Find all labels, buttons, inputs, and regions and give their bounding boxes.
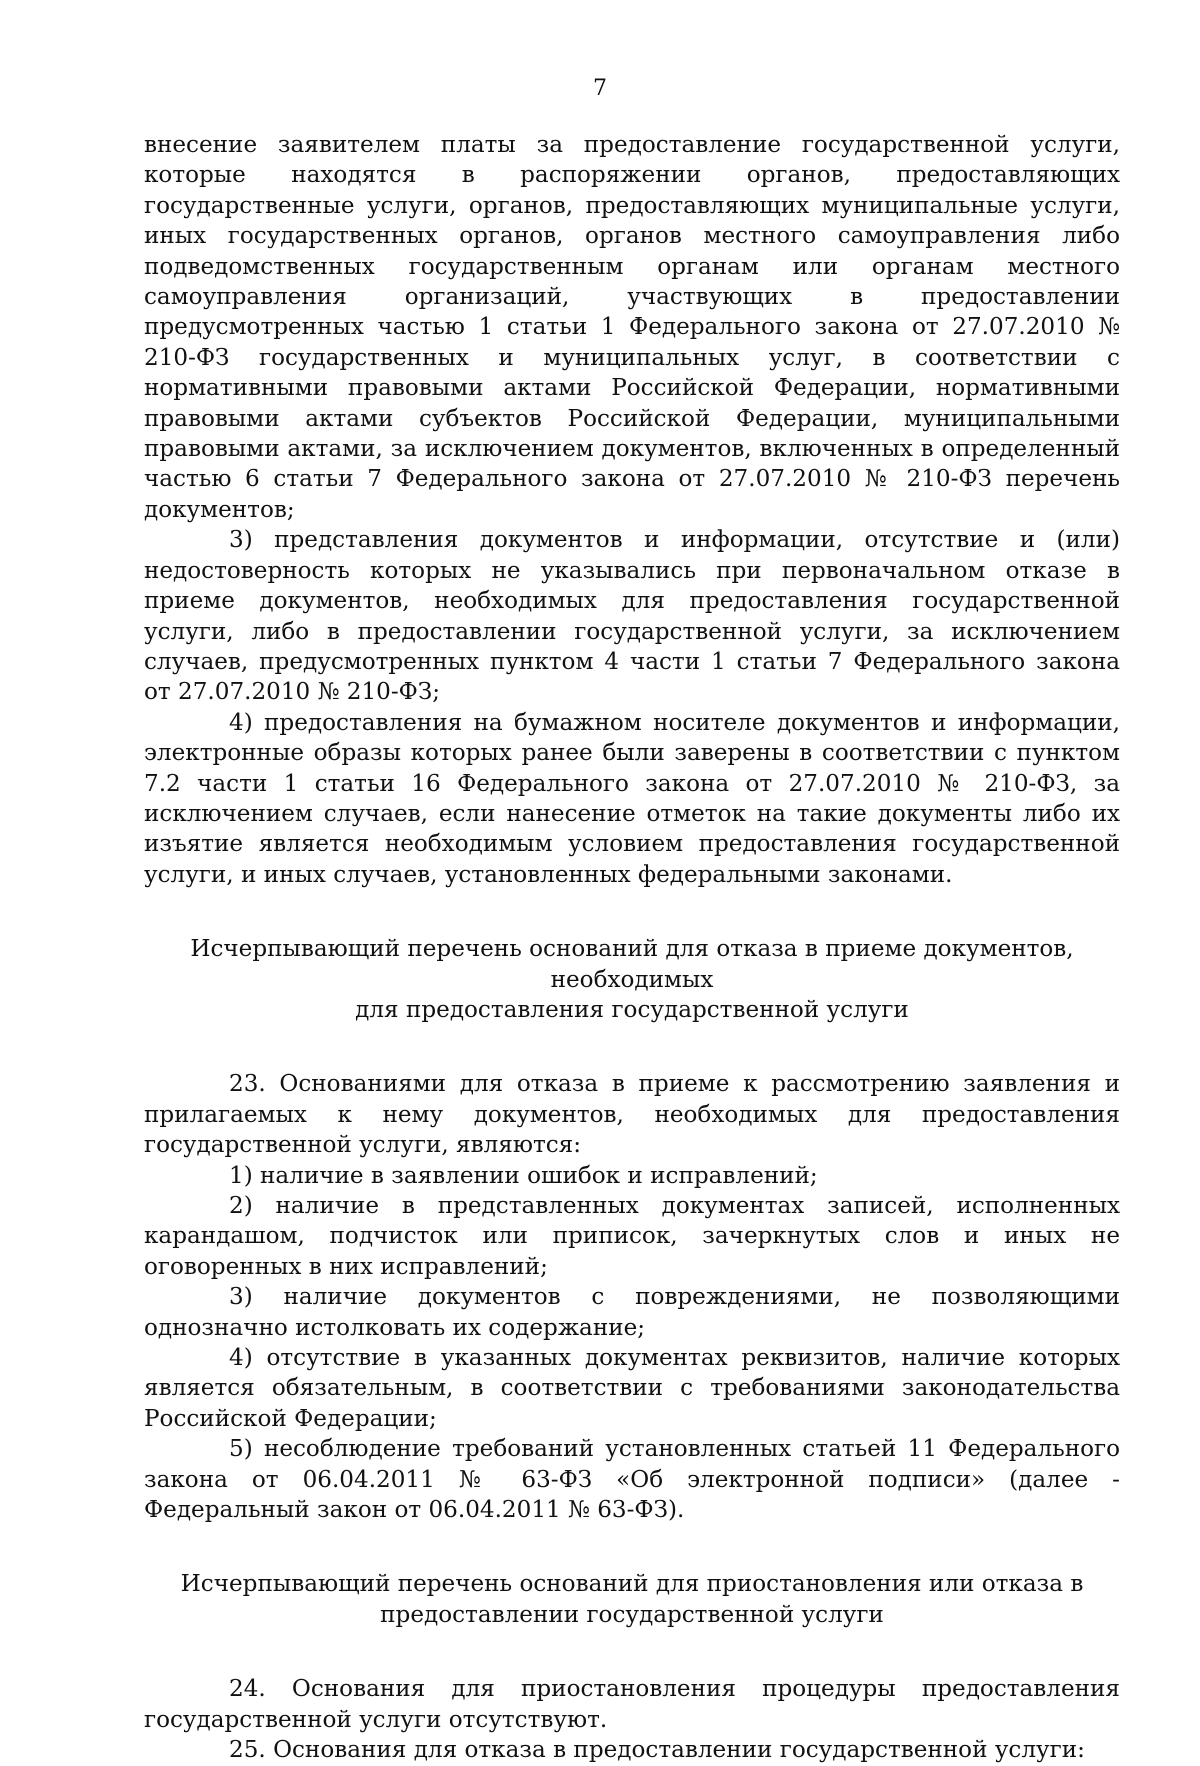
heading-line-1: Исчерпывающий перечень оснований для приостановления или отказа в (180, 1571, 1084, 1598)
list-item-23-1: 1) наличие в заявлении ошибок и исправлений; (229, 1162, 818, 1189)
list-item-4: 4) предоставления на бумажном носителе документов и информации, электронные образы которых ранее были заверены в соответствии с пунктом 7.2 части 1 статьи 16 Федерального закона от 27.07.2010 № 210-ФЗ, за исключением случаев, если нанесение отметок на такие документы либо их изъятие является необходимым условием предоставления государственной услуги, и иных случаев, установленных федеральными законами. (144, 709, 1120, 888)
section-heading-refusal-acceptance (144, 934, 1120, 1025)
heading-line-1: Исчерпывающий перечень оснований для отказа в приеме документов, необходимых (190, 936, 1074, 993)
heading-line-2: предоставлении государственной услуги (380, 1601, 884, 1628)
list-item-23-5: 5) несоблюдение требований установленных статьей 11 Федерального закона от 06.04.2011 № 63-ФЗ «Об электронной подписи» (далее - Федеральный закон от 06.04.2011 № 63-ФЗ). (144, 1436, 1120, 1524)
heading-line-2: для предоставления государственной услуги (355, 996, 909, 1023)
list-item-23-2: 2) наличие в представленных документах записей, исполненных карандашом, подчисток или приписок, зачеркнутых слов и иных не оговоренных в них исправлений; (144, 1193, 1120, 1280)
document-body (144, 130, 1120, 1766)
paragraph-24: 24. Основания для приостановления процедуры предоставления государственной услуги отсутствуют. (144, 1676, 1120, 1733)
section-heading-suspension-refusal (144, 1569, 1120, 1630)
list-item-23-4: 4) отсутствие в указанных документах реквизитов, наличие которых является обязательным, в соответствии с требованиями законодательства Российской Федерации; (144, 1345, 1120, 1432)
paragraph-23: 23. Основаниями для отказа в приеме к рассмотрению заявления и прилагаемых к нему документов, необходимых для предоставления государственной услуги, являются: (144, 1071, 1120, 1159)
list-item-3: 3) представления документов и информации, отсутствие и (или) недостоверность которых не указывались при первоначальном отказе в приеме документов, необходимых для предоставления государственной услуги, либо в предоставлении государственной услуги, за исключением случаев, предусмотренных пунктом 4 части 1 статьи 7 Федерального закона от 27.07.2010 № 210-ФЗ; (144, 527, 1120, 706)
page-number: 7 (593, 76, 607, 101)
paragraph-25: 25. Основания для отказа в предоставлении государственной услуги: (229, 1737, 1085, 1764)
list-item-23-3: 3) наличие документов с повреждениями, не позволяющими однозначно истолковать их содержание; (144, 1284, 1120, 1341)
paragraph-continuation: внесение заявителем платы за предоставление государственной услуги, которые находятся в распоряжении органов, предоставляющих государственные услуги, органов, предоставляющих муниципальные услуги, иных государственных органов, органов местного самоуправления либо подведомственных государственным органам или органам местного самоуправления организаций, участвующих в предоставлении предусмотренных частью 1 статьи 1 Федерального закона от 27.07.2010 № 210-ФЗ государственных и муниципальных услуг, в соответствии с нормативными правовыми актами Российской Федерации, нормативными правовыми актами субъектов Российской Федерации, муниципальными правовыми актами, за исключением документов, включенных в определенный частью 6 статьи 7 Федерального закона от 27.07.2010 № 210-ФЗ перечень документов; (144, 132, 1120, 523)
